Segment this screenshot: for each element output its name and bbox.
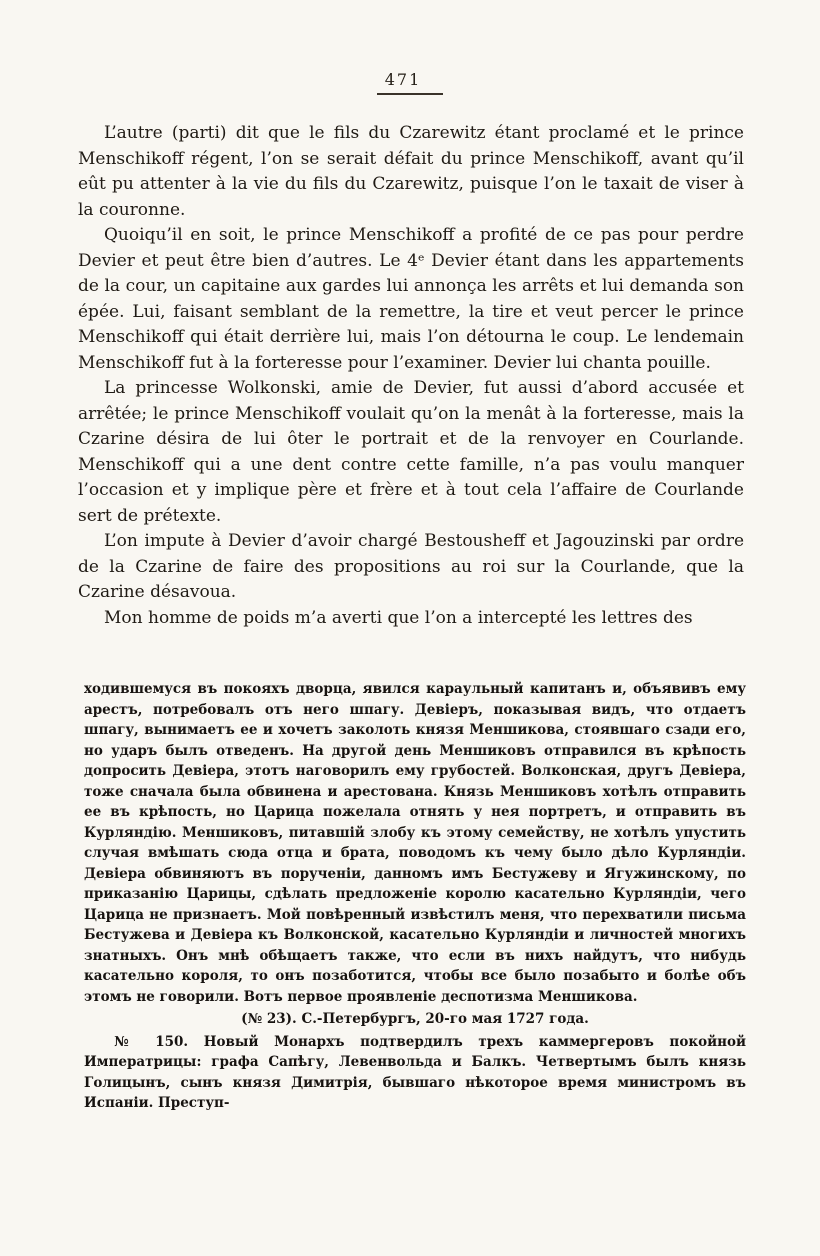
footnote-body: ходившемуся въ покояхъ дворца, явился караульный капитанъ и, объявивъ ему арестъ, потребовалъ отъ него шпагу. Девіеръ, показывая видъ, что отдаетъ шпагу, вынимаетъ ее и хочетъ заколоть князя Меншикова, стоявшаго сзади его, но ударъ былъ отведенъ. На другой день Меншиковъ отправился въ крѣпость допросить Девіера, этотъ наговорилъ ему грубостей. Волконская, другъ Девіера, тоже сначала была обвинена и арестована. Князь Меншиковъ хотѣлъ отправить ее въ крѣпость, но Царица пожелала отнять у нея портретъ, и отправить въ Курляндію. Меншиковъ, питавшій злобу къ этому семейству, не хотѣлъ упустить случая вмѣшать сюда отца и брата, поводомъ къ чему было дѣло Курляндіи. Девіера обвиняютъ въ порученіи, данномъ имъ Бестужеву и Ягужинскому, по приказанію Царицы, сдѣлать предложеніе королю касательно Курляндіи, чего Царица не признаетъ. Мой повѣренный извѣстилъ меня, что перехватили письма Бестужева и Девіера къ Волконской, касательно Курляндіи и личностей многихъ знатныхъ. Онъ мнѣ обѣщаетъ также, что если въ нихъ найдутъ, что нибудь касательно короля, то онъ позаботится, чтобы все было позабыто и болѣе объ этомъ не говорили. Вотъ первое проявленіе деспотизма Меншикова.: [84, 681, 746, 1005]
french-paragraph-4: L’on impute à Devier d’avoir chargé Bestousheff et Jagouzinski par ordre de la Czarine de faire des propositions au roi sur la Courlande, que la Czarine désavoua.: [78, 531, 744, 602]
footnote-dateline: (№ 23). С.-Петербургъ, 20-го мая 1727 года.: [241, 1011, 589, 1027]
french-paragraph-1: L’autre (parti) dit que le fils du Czarewitz étant proclamé et le prince Menschikoff régent, l’on se serait défait du prince Menschikoff, avant qu’il eût pu attenter à la vie du fils du Czarewitz, puisque l’on le taxait de viser à la couronne.: [78, 123, 744, 220]
french-paragraph-3: La princesse Wolkonski, amie de Devier, fut aussi d’abord accusée et arrêtée; le prince Menschikoff voulait qu’on la menât à la forteresse, mais la Czarine désira de lui ôter le portrait et de la renvoyer en Courlande. Menschikoff qui a une dent contre cette famille, n’a pas voulu manquer l’occasion et y implique père et frère et à tout cela l’affaire de Courlande sert de prétexte.: [78, 378, 744, 526]
russian-footnote-section: [84, 679, 746, 1114]
french-text-section: [78, 121, 744, 631]
page-header: [0, 0, 820, 95]
french-paragraph-5: Mon homme de poids m’a averti que l’on a intercepté les lettres des: [104, 607, 693, 628]
entry-150-paragraph: № 150. Новый Монархъ подтвердилъ трехъ каммергеровъ покойной Императрицы: графа Сапѣгу, Левенвольда и Балкъ. Четвертымъ былъ князь Голицынъ, сынъ князя Димитрія, бывшаго нѣкоторое время министромъ въ Испаніи. Преступ-: [84, 1033, 746, 1111]
french-paragraph-2: Quoiqu’il en soit, le prince Menschikoff a profité de ce pas pour perdre Devier et peut être bien d’autres. Le 4ᵉ Devier étant dans les appartements de la cour, un capitaine aux gardes lui annonça les arrêts et lui demanda son épée. Lui, faisant semblant de la remettre, la tire et veut percer le prince Menschikoff qui était derrière lui, mais l’on détourna le coup. Le lendemain Menschikoff fut à la forteresse pour l’examiner. Devier lui chanta pouille.: [78, 225, 744, 373]
page-number: 471: [377, 70, 444, 95]
